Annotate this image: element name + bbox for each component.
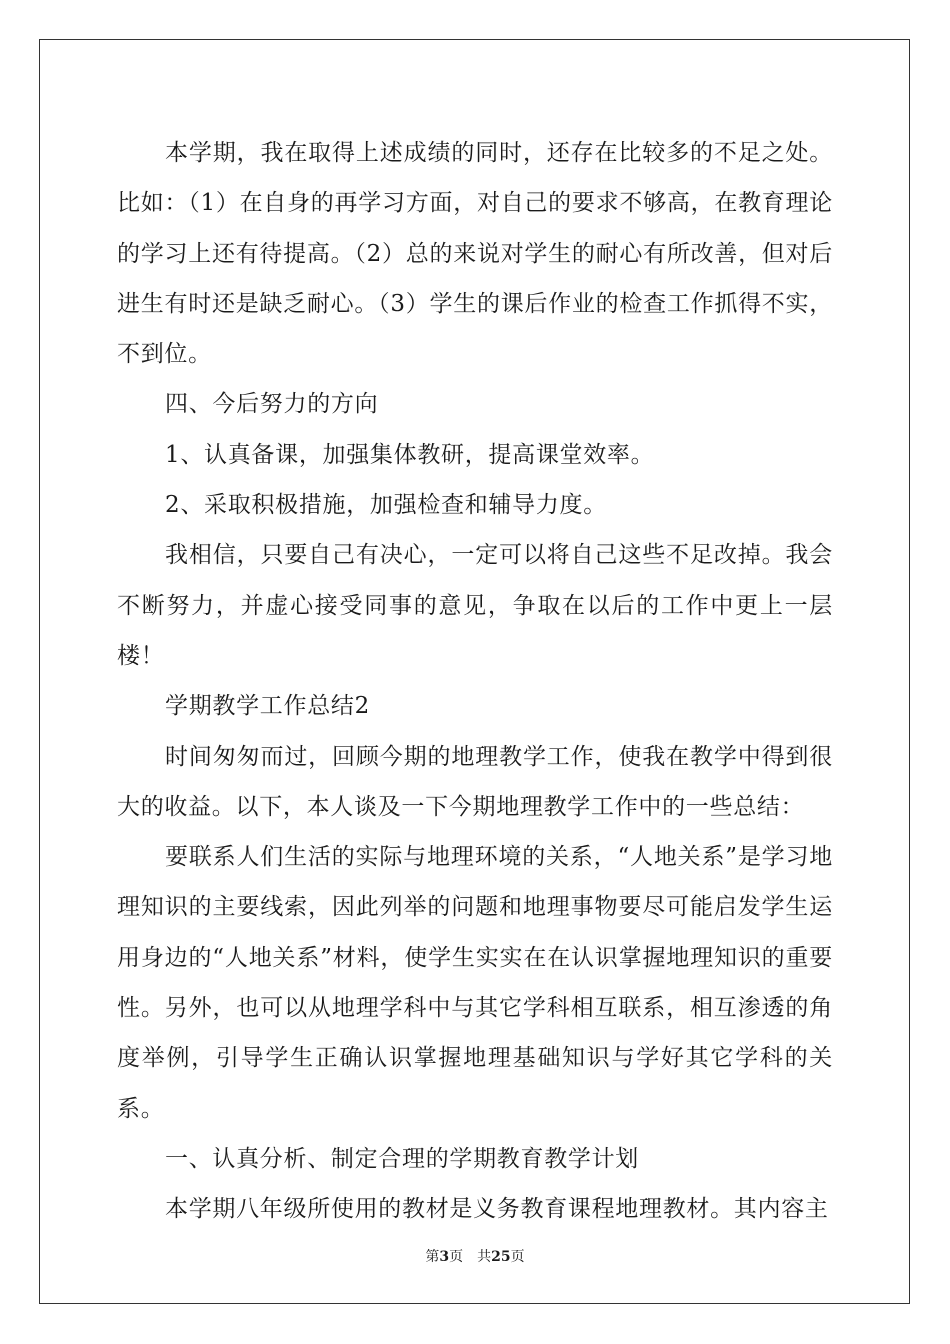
document-body: [117, 128, 833, 1235]
paragraph-human-land: 要联系人们生活的实际与地理环境的关系，“人地关系”是学习地理知识的主要线索，因此列举的问题和地理事物要尽可能启发学生运用身边的“人地关系”材料，使学生实实在在认识掌握地理知识的重要性。另外，也可以从地理学科中与其它学科相互联系，相互渗透的角度举例，引导学生正确认识掌握地理基础知识与学好其它学科的关系。: [117, 844, 833, 1122]
page-footer: [0, 1246, 950, 1266]
heading-future-direction: 四、今后努力的方向: [165, 391, 379, 418]
total-prefix: 共: [477, 1249, 492, 1265]
paragraph-deficiencies: 本学期，我在取得上述成绩的同时，还存在比较多的不足之处。比如：（1）在自身的再学习方面，对自己的要求不够高，在教育理论的学习上还有待提高。（2）总的来说对学生的耐心有所改善，但对后进生有时还是缺乏耐心。（3）学生的课后作业的检查工作抓得不实，不到位。: [117, 140, 833, 368]
page-total: 25: [491, 1249, 511, 1265]
list-item-1: 1、认真备课，加强集体教研，提高课堂效率。: [165, 441, 655, 468]
heading-plan: 一、认真分析、制定合理的学期教育教学计划: [165, 1145, 639, 1172]
page-suffix: 页: [449, 1249, 464, 1265]
list-item-2: 2、采取积极措施，加强检查和辅导力度。: [165, 492, 607, 519]
paragraph-textbook: 本学期八年级所使用的教材是义务教育课程地理教材。其内容主: [165, 1196, 829, 1223]
page-current: 3: [439, 1249, 450, 1265]
section-title-summary-2: 学期教学工作总结2: [165, 693, 370, 720]
page-prefix: 第: [425, 1249, 440, 1265]
paragraph-resolve: 我相信，只要自己有决心，一定可以将自己这些不足改掉。我会不断努力，并虚心接受同事的意见，争取在以后的工作中更上一层楼！: [117, 542, 833, 669]
paragraph-intro: 时间匆匆而过，回顾今期的地理教学工作，使我在教学中得到很大的收益。以下，本人谈及一下今期地理教学工作中的一些总结：: [117, 743, 833, 820]
total-suffix: 页: [510, 1249, 525, 1265]
